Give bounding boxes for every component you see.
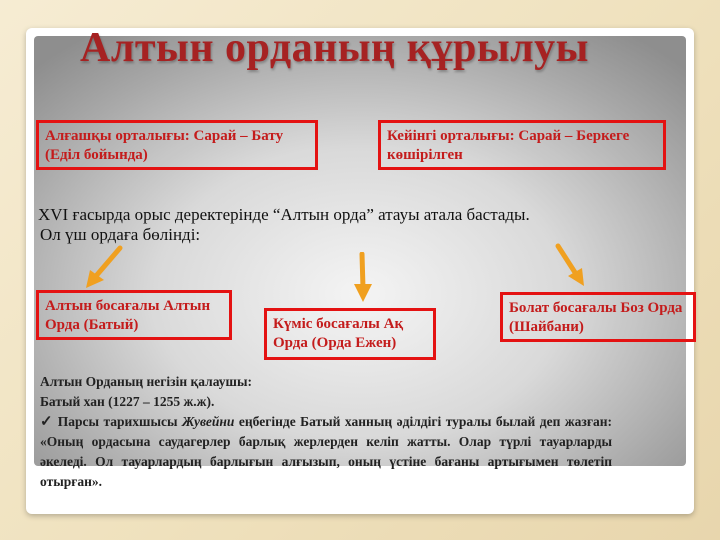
golden-horde-box: Алтын босағалы Алтын Орда (Батый) <box>36 290 232 340</box>
later-capital-box: Кейінгі орталығы: Сарай – Беркеге көшірілген <box>378 120 666 170</box>
founder-quote: ✓ Парсы тарихшысы Жувейни еңбегінде Батый ханның әділдігі туралы былай деп жазған: «Оның ордасына саудагерлер барлық жерлерден келіп жатты. Олар түрлі тауарларды әкеледі. Ол тауарлардың барлығын алғызып, оның үстіне бағаны артығымен төлетіп отырған». <box>40 414 612 489</box>
checkmark-icon: ✓ <box>40 414 54 430</box>
white-horde-box: Күміс босағалы Ақ Орда (Орда Ежен) <box>264 308 436 360</box>
intro-line-2: Ол үш ордаға бөлінді: <box>40 225 201 244</box>
arrow-middle-icon <box>348 252 378 304</box>
quote-author: Жувейни <box>182 414 235 429</box>
slide-title: Алтын орданың құрылуы <box>80 25 589 71</box>
blue-horde-box: Болат босағалы Боз Орда (Шайбани) <box>500 292 696 342</box>
founder-heading: Алтын Орданың негізін қалаушы: <box>40 374 252 389</box>
arrow-left-icon <box>80 240 130 290</box>
first-capital-box: Алғашқы орталығы: Сарай – Бату (Еділ бойында) <box>36 120 318 170</box>
founder-section <box>40 372 612 492</box>
intro-line-1: XVI ғасырда орыс деректерінде “Алтын орда” атауы атала бастады. <box>38 205 530 224</box>
arrow-right-icon <box>550 240 590 290</box>
founder-name: Батый хан (1227 – 1255 ж.ж). <box>40 394 215 409</box>
